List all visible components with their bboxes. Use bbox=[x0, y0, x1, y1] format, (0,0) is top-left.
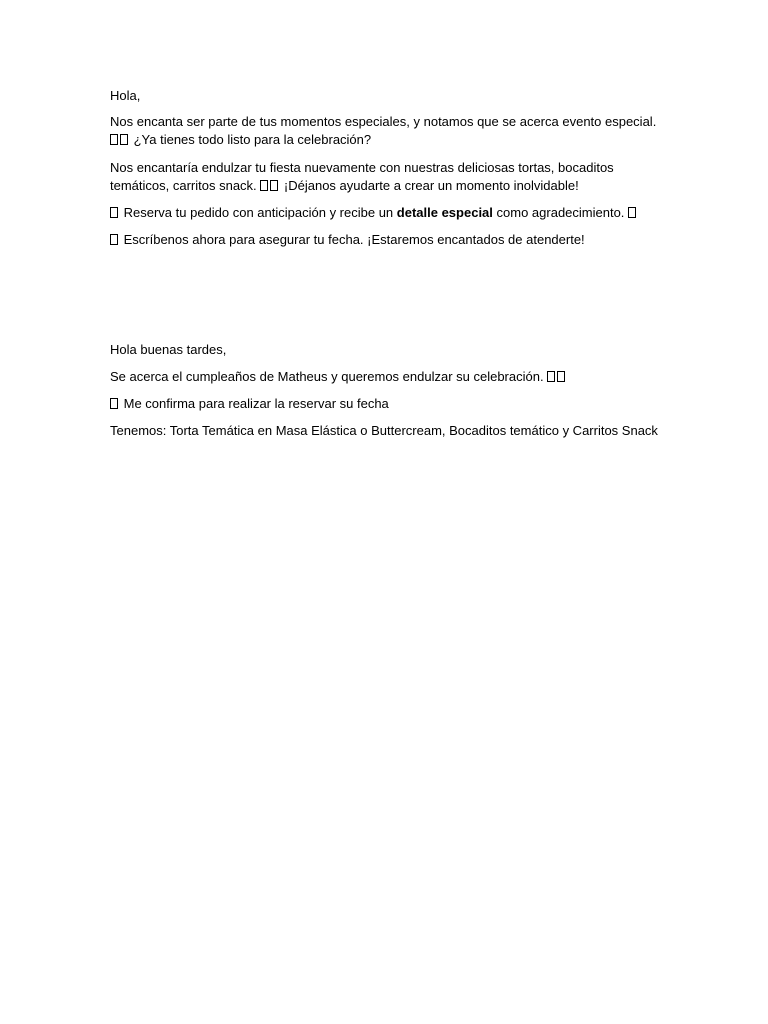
paragraph-6-text: Me confirma para realizar la reservar su fecha bbox=[120, 396, 389, 411]
paragraph-3-text-a: Reserva tu pedido con anticipación y recibe un bbox=[120, 205, 397, 220]
paragraph-1 bbox=[110, 113, 670, 148]
paragraph-4-text: Escríbenos ahora para asegurar tu fecha. ¡Estaremos encantados de atenderte! bbox=[120, 232, 585, 247]
paragraph-2-line-2a: temáticos, carritos snack. bbox=[110, 177, 261, 193]
missing-emoji-icon bbox=[110, 234, 118, 245]
paragraph-5-text: Se acerca el cumpleaños de Matheus y queremos endulzar su celebración. bbox=[110, 369, 548, 384]
greeting-2 bbox=[110, 341, 670, 359]
missing-emoji-icon bbox=[110, 207, 118, 218]
greeting-2-text: Hola buenas tardes, bbox=[110, 342, 227, 357]
missing-emoji-icon bbox=[110, 132, 130, 147]
greeting-1 bbox=[110, 87, 670, 105]
paragraph-1-line-1: Nos encanta ser parte de tus momentos especiales, y notamos que se acerca evento especial. bbox=[110, 114, 657, 129]
paragraph-3-text-b: como agradecimiento. bbox=[492, 205, 629, 220]
paragraph-5 bbox=[110, 368, 670, 386]
paragraph-7 bbox=[110, 422, 710, 440]
missing-emoji-icon bbox=[260, 178, 280, 193]
paragraph-1-line-2: ¿Ya tienes todo listo para la celebración? bbox=[130, 131, 372, 147]
paragraph-2-line-1: Nos encantaría endulzar tu fiesta nuevamente con nuestras deliciosas tortas, bocaditos bbox=[110, 160, 614, 175]
paragraph-3-bold: detalle especial bbox=[396, 205, 493, 220]
missing-emoji-icon bbox=[628, 207, 636, 218]
paragraph-2-line-2b: ¡Déjanos ayudarte a crear un momento inolvidable! bbox=[280, 177, 579, 193]
paragraph-6 bbox=[110, 395, 670, 413]
greeting-1-text: Hola, bbox=[110, 88, 141, 103]
paragraph-3 bbox=[110, 204, 670, 222]
paragraph-4 bbox=[110, 231, 670, 249]
paragraph-7-text: Tenemos: Torta Temática en Masa Elástica o Buttercream, Bocaditos temático y Carritos Snack bbox=[110, 423, 658, 438]
missing-emoji-icon bbox=[547, 369, 567, 384]
paragraph-2 bbox=[110, 159, 670, 194]
missing-emoji-icon bbox=[110, 398, 118, 409]
